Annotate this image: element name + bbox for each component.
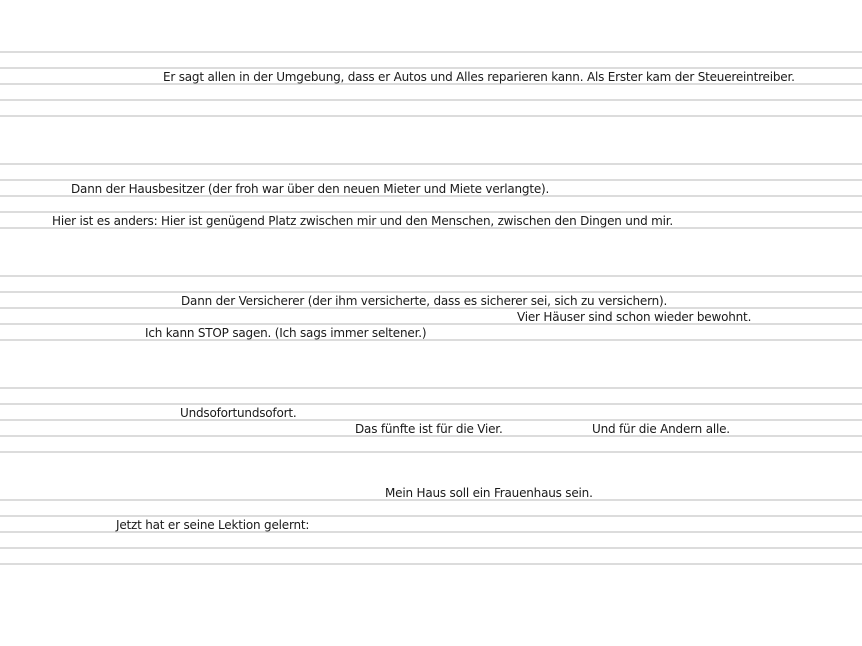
text-line: Mein Haus soll ein Frauenhaus sein.: [385, 486, 593, 500]
text-line: Jetzt hat er seine Lektion gelernt:: [116, 518, 310, 532]
ruled-line: [0, 563, 862, 565]
ruled-line: [0, 387, 862, 389]
ruled-line: [0, 451, 862, 453]
text-line: Dann der Versicherer (der ihm versicherte, dass es sicherer sei, sich zu versichern).: [181, 294, 668, 308]
ruled-line: [0, 515, 862, 517]
text-line: Und für die Andern alle.: [592, 422, 730, 436]
text-line: Dann der Hausbesitzer (der froh war über den neuen Mieter und Miete verlangte).: [71, 182, 550, 196]
text-line: Er sagt allen in der Umgebung, dass er Autos und Alles reparieren kann. Als Erster kam der Steuereintreiber.: [163, 70, 795, 84]
ruled-line: [0, 179, 862, 181]
text-line: Vier Häuser sind schon wieder bewohnt.: [517, 310, 752, 324]
ruled-line: [0, 163, 862, 165]
ruled-line: [0, 275, 862, 277]
text-line: Das fünfte ist für die Vier.: [355, 422, 503, 436]
ruled-line: [0, 547, 862, 549]
ruled-line: [0, 291, 862, 293]
text-line: Hier ist es anders: Hier ist genügend Platz zwischen mir und den Menschen, zwischen den Dingen und mir.: [52, 214, 674, 228]
ruled-line: [0, 339, 862, 341]
ruled-line: [0, 403, 862, 405]
ruled-line: [0, 51, 862, 53]
text-line: Undsofortundsofort.: [180, 406, 297, 420]
ruled-line: [0, 115, 862, 117]
text-line: Ich kann STOP sagen. (Ich sags immer seltener.): [145, 326, 427, 340]
ruled-line: [0, 211, 862, 213]
ruled-line: [0, 67, 862, 69]
ruled-line: [0, 99, 862, 101]
ruled-line: [0, 419, 862, 421]
